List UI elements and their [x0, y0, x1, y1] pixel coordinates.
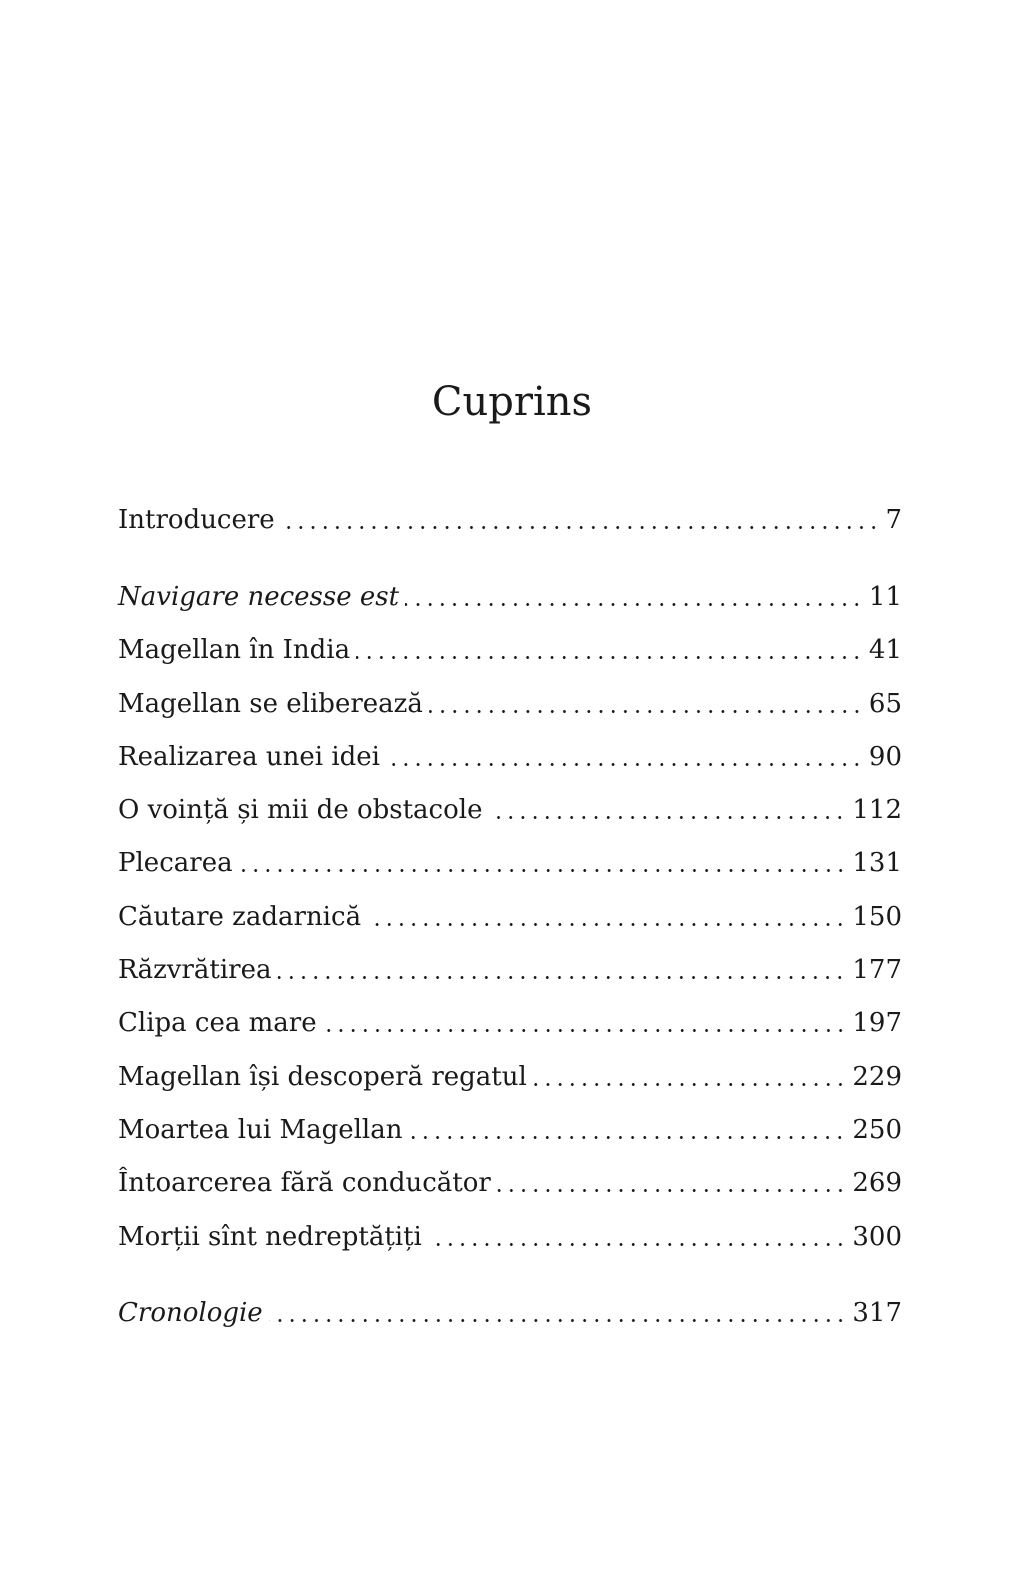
- toc-entry-label: Navigare necesse est: [118, 582, 400, 612]
- toc-entry-page: 197: [852, 1008, 902, 1038]
- dot-leader: [497, 1163, 847, 1203]
- page-title: Cuprins: [431, 379, 593, 425]
- toc-entry-page: 317: [852, 1298, 902, 1328]
- dot-leader: [281, 500, 880, 540]
- toc-entry-label: Cronologie: [118, 1298, 263, 1328]
- dot-leader: [429, 684, 863, 724]
- toc-entry-page: 65: [868, 689, 902, 719]
- toc-entry-o-vointa-si-mii-de-obstacole[interactable]: [118, 790, 902, 830]
- toc-entry-label: Răzvrătirea: [118, 955, 272, 985]
- dot-leader: [269, 1293, 847, 1333]
- toc-entry-page: 269: [852, 1168, 902, 1198]
- toc-entry-page: 90: [868, 742, 902, 772]
- toc-entry-clipa-cea-mare[interactable]: [118, 1003, 902, 1043]
- toc-entry-magellan-in-india[interactable]: [118, 630, 902, 670]
- toc-entry-page: 131: [852, 848, 902, 878]
- toc-entry-label: Introducere: [118, 505, 275, 535]
- toc-entry-label: Plecarea: [118, 848, 233, 878]
- toc-entry-cautare-zadarnica[interactable]: [118, 897, 902, 937]
- toc-entry-label: O voință și mii de obstacole: [118, 795, 483, 825]
- toc-entry-label: Magellan în India: [118, 635, 351, 665]
- toc-entry-page: 41: [868, 635, 902, 665]
- toc-entry-navigare-necesse-est[interactable]: [118, 577, 902, 617]
- toc-entry-page: 177: [852, 955, 902, 985]
- dot-leader: [533, 1057, 847, 1097]
- dot-leader: [323, 1003, 847, 1043]
- dot-leader: [408, 1110, 846, 1150]
- toc-entry-label: Morții sînt nedreptățiți: [118, 1222, 422, 1252]
- toc-entry-label: Magellan își descoperă regatul: [118, 1062, 527, 1092]
- dot-leader: [386, 737, 863, 777]
- dot-leader: [428, 1217, 846, 1257]
- toc-entry-label: Magellan se eliberează: [118, 689, 423, 719]
- toc-entry-label: Moartea lui Magellan: [118, 1115, 403, 1145]
- toc-entry-magellan-se-elibereaza[interactable]: [118, 684, 902, 724]
- dot-leader: [277, 950, 846, 990]
- toc-entry-magellan-isi-descopera-regatul[interactable]: [118, 1057, 902, 1097]
- toc-entry-razvratirea[interactable]: [118, 950, 902, 990]
- dot-leader: [367, 897, 846, 937]
- toc-entry-label: Căutare zadarnică: [118, 902, 362, 932]
- toc-entry-page: 7: [885, 505, 902, 535]
- toc-entry-label: Întoarcerea fără conducător: [118, 1168, 491, 1198]
- toc-entry-plecarea[interactable]: [118, 843, 902, 883]
- toc-entry-intoarcerea-fara-conducator[interactable]: [118, 1163, 902, 1203]
- toc-entry-label: Realizarea unei idei: [118, 742, 380, 772]
- toc-entry-realizarea-unei-idei[interactable]: [118, 737, 902, 777]
- toc-entry-moartea-lui-magellan[interactable]: [118, 1110, 902, 1150]
- toc-entry-label: Clipa cea mare: [118, 1008, 317, 1038]
- toc-entry-page: 150: [852, 902, 902, 932]
- dot-leader: [239, 843, 847, 883]
- toc-entry-mortii-sint-nedreptatiti[interactable]: [118, 1217, 902, 1257]
- toc-entry-page: 229: [852, 1062, 902, 1092]
- toc-entry-cronologie[interactable]: [118, 1293, 902, 1333]
- toc-entry-page: 300: [852, 1222, 902, 1252]
- dot-leader: [488, 790, 846, 830]
- toc-entry-page: 250: [852, 1115, 902, 1145]
- dot-leader: [405, 577, 863, 617]
- dot-leader: [356, 630, 863, 670]
- toc-entry-page: 112: [852, 795, 902, 825]
- toc-entry-page: 11: [868, 582, 902, 612]
- toc-entry-introducere[interactable]: [118, 500, 902, 540]
